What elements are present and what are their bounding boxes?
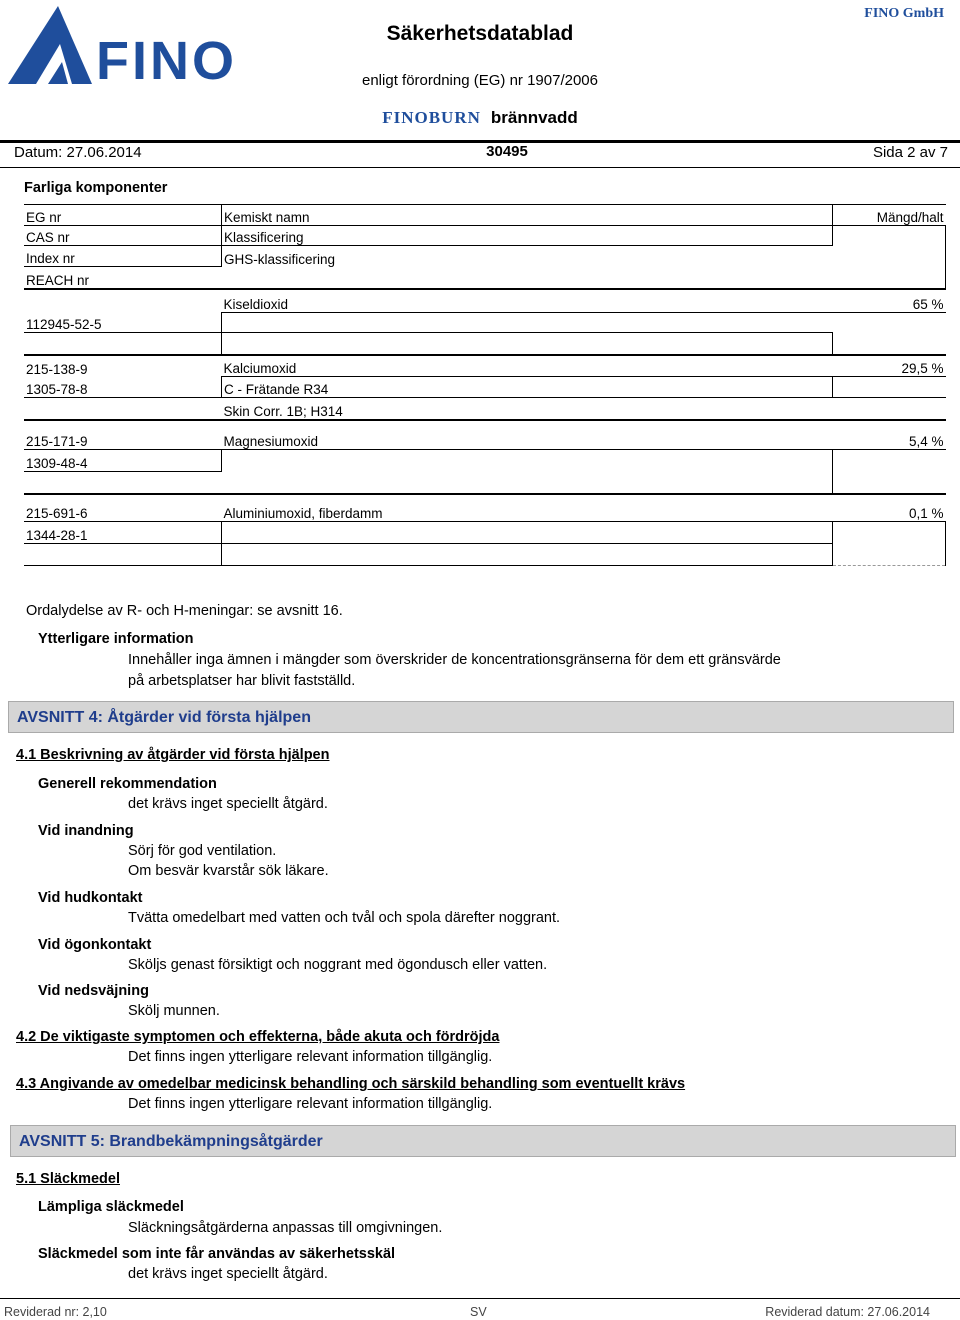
component-eg: 215-171-9 [24,420,221,450]
skin-text: Tvätta omedelbart med vatten och tvål och spola därefter noggrant. [128,910,561,926]
component-name: Kalciumoxid [221,355,832,377]
eye-text: Sköljs genast försiktigt och noggrant med ögondusch eller vatten. [128,957,548,973]
product-name: brännvadd [490,108,578,127]
component-cas: 1309-48-4 [24,450,221,472]
component-amount: 5,4 % [833,420,946,450]
suitable-heading: Lämpliga släckmedel [38,1199,184,1215]
components-footnote: Ordalydelse av R- och H-meningar: se avsnitt 16. [26,603,343,619]
footer-rule [0,1298,960,1299]
logo-text: FINO [96,31,237,91]
footer-language: SV [470,1305,487,1319]
unsuitable-text: det krävs inget speciellt åtgärd. [128,1266,328,1282]
doc-number: 30495 [486,143,528,160]
col-class: Klassificering [221,226,832,246]
component-cas: 1344-28-1 [24,522,221,544]
inhalation-text-2: Om besvär kvarstår sök läkare. [128,863,329,879]
component-class: C - Frätande R34 [221,377,832,398]
section5-band [10,1125,956,1157]
skin-heading: Vid hudkontakt [38,890,143,906]
component-name: Kiseldioxid [221,289,832,313]
page-number: Sida 2 av 7 [872,144,948,161]
section4-title: AVSNITT 4: Åtgärder vid första hjälpen [17,709,311,726]
additional-line2: på arbetsplatser har blivit fastställd. [128,673,356,689]
subsection-5-1: 5.1 Släckmedel [16,1171,120,1187]
product-line [0,108,960,128]
general-heading: Generell rekommendation [38,776,217,792]
inhalation-text-1: Sörj för god ventilation. [128,843,277,859]
additional-heading: Ytterligare information [38,631,194,647]
component-eg: 215-691-6 [24,494,221,522]
subsection-4-3: 4.3 Angivande av omedelbar medicinsk behandling och särskild behandling som eventuellt krävs [16,1076,686,1092]
section5-title: AVSNITT 5: Brandbekämpningsåtgärder [19,1133,323,1150]
col-cas: CAS nr [24,226,221,246]
col-amount: Mängd/halt [833,205,946,226]
header-rule [0,167,960,168]
footer-revision: Reviderad nr: 2,10 [4,1305,107,1319]
inhalation-heading: Vid inandning [38,823,134,839]
component-cas: 1305-78-8 [24,377,221,398]
product-brand: FINOBURN [382,108,481,127]
col-index: Index nr [24,246,221,267]
section4-band [8,701,954,733]
general-text: det krävs inget speciellt åtgärd. [128,796,328,812]
components-heading: Farliga komponenter [24,180,168,196]
component-name: Aluminiumoxid, fiberdamm [221,494,832,522]
unsuitable-heading: Släckmedel som inte får användas av säkerhetsskäl [38,1246,396,1262]
doc-title: Säkerhetsdatablad [386,22,574,45]
company-name: FINO GmbH [864,6,944,21]
component-eg: 215-138-9 [24,355,221,377]
component-amount: 65 % [833,289,946,313]
additional-line1: Innehåller inga ämnen i mängder som överskrider de koncentrationsgränserna för dem ett gränsvärde [128,652,781,668]
component-name: Magnesiumoxid [221,420,832,450]
col-name: Kemiskt namn [221,205,832,226]
subsection-4-2: 4.2 De viktigaste symptomen och effekterna, både akuta och fördröjda [16,1029,500,1045]
component-amount: 0,1 % [833,494,946,522]
ingestion-heading: Vid nedsväjning [38,983,149,999]
component-cas: 112945-52-5 [24,313,221,333]
col-eg: EG nr [24,205,221,226]
footer-revision-date: Reviderad datum: 27.06.2014 [765,1305,930,1319]
component-ghs: Skin Corr. 1B; H314 [221,398,832,420]
subsection-4-3-text: Det finns ingen ytterligare relevant information tillgänglig. [128,1096,493,1112]
doc-date: Datum: 27.06.2014 [14,144,142,161]
component-amount: 29,5 % [833,355,946,377]
components-table [24,204,946,566]
ingestion-text: Skölj munnen. [128,1003,220,1019]
subsection-4-1: 4.1 Beskrivning av åtgärder vid första hjälpen [16,747,330,763]
subsection-4-2-text: Det finns ingen ytterligare relevant information tillgänglig. [128,1049,493,1065]
col-ghs: GHS-klassificering [221,246,832,267]
regulation: enligt förordning (EG) nr 1907/2006 [362,72,598,89]
col-reach: REACH nr [24,267,221,289]
suitable-text: Släckningsåtgärderna anpassas till omgivningen. [128,1220,443,1236]
eye-heading: Vid ögonkontakt [38,937,152,953]
